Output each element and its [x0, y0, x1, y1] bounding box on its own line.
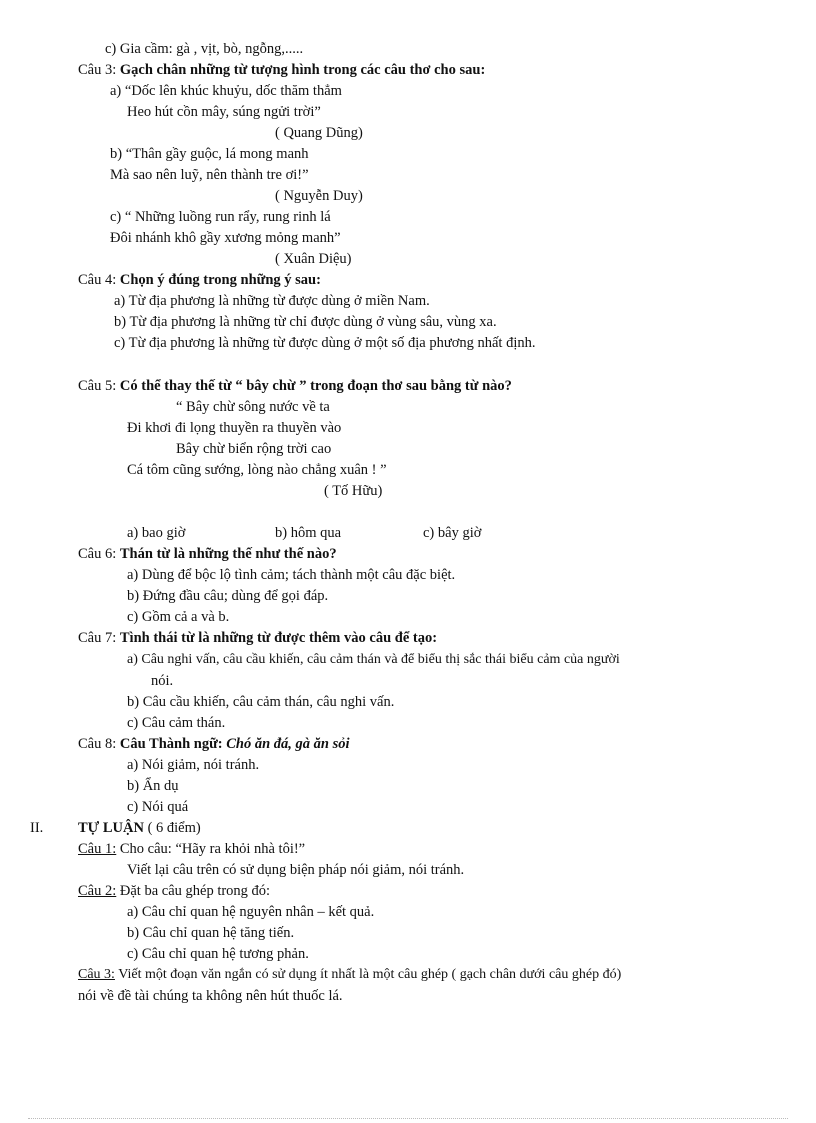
essay-question-2-label: Câu 2: [78, 883, 117, 899]
question-7 [78, 629, 437, 647]
q3-b-line2: Mà sao nên luỹ, nên thành tre ơi!” [110, 167, 309, 183]
essay-q2-option-a: a) Câu chỉ quan hệ nguyên nhân – kết quả. [127, 904, 375, 920]
essay-question-1-text: Cho câu: “Hãy ra khỏi nhà tôi!” [116, 841, 306, 857]
q8-option-b: b) Ẩn dụ [127, 778, 179, 794]
question-8-prompt: Câu Thành ngữ: [119, 736, 223, 752]
q5-poem-line3: Bây chừ biển rộng trời cao [176, 441, 332, 457]
q4-option-b: b) Từ địa phương là những từ chỉ được dùng ở vùng sâu, vùng xa. [114, 314, 497, 330]
q7-option-a-line1: a) Câu nghi vấn, câu cầu khiến, câu cảm thán và để biểu thị sắc thái biểu cảm của người [127, 652, 620, 667]
part-2-heading [78, 819, 201, 837]
q3-b-author: ( Nguyễn Duy) [275, 188, 363, 204]
question-3-prompt: Gạch chân những từ tượng hình trong các câu thơ cho sau: [119, 62, 486, 78]
q6-option-c: c) Gồm cả a và b. [127, 609, 230, 625]
q5-poem-line4: Cá tôm cũng sướng, lòng nào chẳng xuân ! ” [127, 462, 387, 478]
q8-option-c: c) Nói quá [127, 799, 189, 815]
q3-c-line1: c) “ Những luồng run rẩy, rung rinh lá [110, 209, 331, 225]
question-6-prompt: Thán từ là những thế như thế nào? [119, 546, 337, 562]
q8-option-a: a) Nói giảm, nói tránh. [127, 757, 260, 773]
question-8-label: Câu 8: [78, 736, 117, 752]
q5-author: ( Tố Hữu) [324, 483, 383, 499]
q3-a-line2: Heo hút cồn mây, súng ngửi trời” [127, 104, 321, 120]
question-7-prompt: Tình thái từ là những từ được thêm vào câu để tạo: [119, 630, 438, 646]
q7-option-c: c) Câu cảm thán. [127, 715, 226, 731]
essay-question-1-line2: Viết lại câu trên có sử dụng biện pháp nói giảm, nói tránh. [127, 862, 465, 878]
essay-question-2-text: Đặt ba câu ghép trong đó: [116, 883, 271, 899]
essay-question-3-text: Viết một đoạn văn ngắn có sử dụng ít nhất là một câu ghép ( gạch chân dưới câu ghép đó) [114, 967, 622, 982]
q5-poem-line2: Đi khơi đi lọng thuyền ra thuyền vào [127, 420, 342, 436]
essay-question-3 [78, 966, 621, 984]
q4-option-c: c) Từ địa phương là những từ được dùng ở một số địa phương nhất định. [114, 335, 536, 351]
essay-question-3-line2: nói về đề tài chúng ta không nên hút thuốc lá. [78, 988, 343, 1004]
question-8-idiom: Chó ăn đá, gà ăn sỏi [226, 736, 350, 752]
q3-b-line1: b) “Thân gầy guộc, lá mong manh [110, 146, 309, 162]
essay-question-1 [78, 840, 305, 858]
question-3 [78, 61, 485, 79]
question-7-label: Câu 7: [78, 630, 117, 646]
question-5-prompt: Có thể thay thế từ “ bây chừ ” trong đoạn thơ sau bằng từ nào? [119, 378, 512, 394]
q7-option-a-line2: nói. [151, 673, 174, 689]
question-5 [78, 377, 512, 395]
question-4-prompt: Chọn ý đúng trong những ý sau: [119, 272, 321, 288]
q5-answer-b: b) hôm qua [275, 525, 342, 541]
q6-option-a: a) Dùng để bộc lộ tình cảm; tách thành một câu đặc biệt. [127, 567, 456, 583]
question-6-label: Câu 6: [78, 546, 117, 562]
question-3-label: Câu 3: [78, 62, 117, 78]
essay-question-2 [78, 882, 270, 900]
q3-c-line2: Đôi nhánh khô gầy xương mỏng manh” [110, 230, 341, 246]
q3-a-author: ( Quang Dũng) [275, 125, 363, 141]
part-2-numeral: II. [30, 820, 44, 836]
q5-answer-c: c) bây giờ [423, 525, 482, 541]
q5-poem-line1: “ Bây chừ sông nước về ta [176, 399, 330, 415]
question-5-label: Câu 5: [78, 378, 117, 394]
essay-q2-option-b: b) Câu chỉ quan hệ tăng tiến. [127, 925, 295, 941]
question-4-label: Câu 4: [78, 272, 117, 288]
question-8 [78, 735, 350, 753]
part-2-title: TỰ LUẬN [78, 820, 144, 836]
q4-option-a: a) Từ địa phương là những từ được dùng ở miền Nam. [114, 293, 430, 309]
q3-c-author: ( Xuân Diệu) [275, 251, 352, 267]
essay-q2-option-c: c) Câu chỉ quan hệ tương phản. [127, 946, 309, 962]
q5-answer-a: a) bao giờ [127, 525, 186, 541]
q6-option-b: b) Đứng đầu câu; dùng để gọi đáp. [127, 588, 329, 604]
q7-option-b: b) Câu cầu khiến, câu cảm thán, câu nghi vấn. [127, 694, 395, 710]
page-footer-divider [28, 1118, 788, 1119]
part-2-points: ( 6 điểm) [143, 820, 201, 836]
question-4 [78, 271, 321, 289]
q3-a-line1: a) “Dốc lên khúc khuỷu, dốc thăm thẳm [110, 83, 342, 99]
item-c-poultry: c) Gia cầm: gà , vịt, bò, ngỗng,..... [105, 41, 304, 57]
essay-question-1-label: Câu 1: [78, 841, 117, 857]
question-6 [78, 545, 337, 563]
essay-question-3-label: Câu 3: [78, 967, 115, 982]
